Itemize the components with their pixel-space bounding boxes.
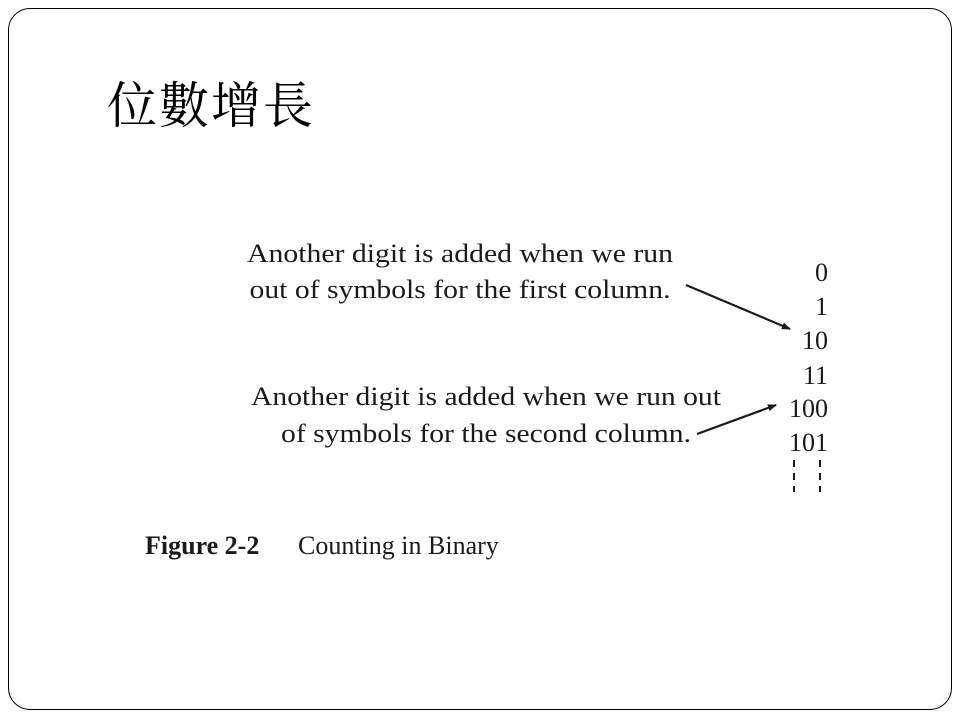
annotation-first-column-line-1: Another digit is added when we run — [247, 238, 673, 268]
binary-number-1: 1 — [815, 292, 828, 321]
arrow-to-ten — [686, 285, 790, 329]
binary-number-11: 11 — [802, 361, 828, 390]
binary-number-100: 100 — [789, 394, 828, 423]
figure-caption-label: Figure 2-2 — [145, 531, 260, 560]
continuation-dashes — [794, 460, 820, 492]
annotation-first-column — [247, 238, 673, 304]
binary-number-10: 10 — [802, 326, 828, 355]
figure-caption — [145, 531, 499, 560]
annotation-second-column-line-2: of symbols for the second column. — [281, 418, 691, 448]
annotation-first-column-line-2: out of symbols for the first column. — [249, 274, 671, 304]
annotation-second-column-line-1: Another digit is added when we run out — [251, 381, 722, 411]
binary-number-101: 101 — [789, 428, 828, 457]
annotation-second-column — [251, 381, 722, 448]
binary-count-column — [789, 258, 828, 457]
slide-title: 位數增長 — [107, 77, 315, 135]
figure-caption-text: Counting in Binary — [298, 531, 499, 560]
binary-number-0: 0 — [815, 258, 828, 287]
